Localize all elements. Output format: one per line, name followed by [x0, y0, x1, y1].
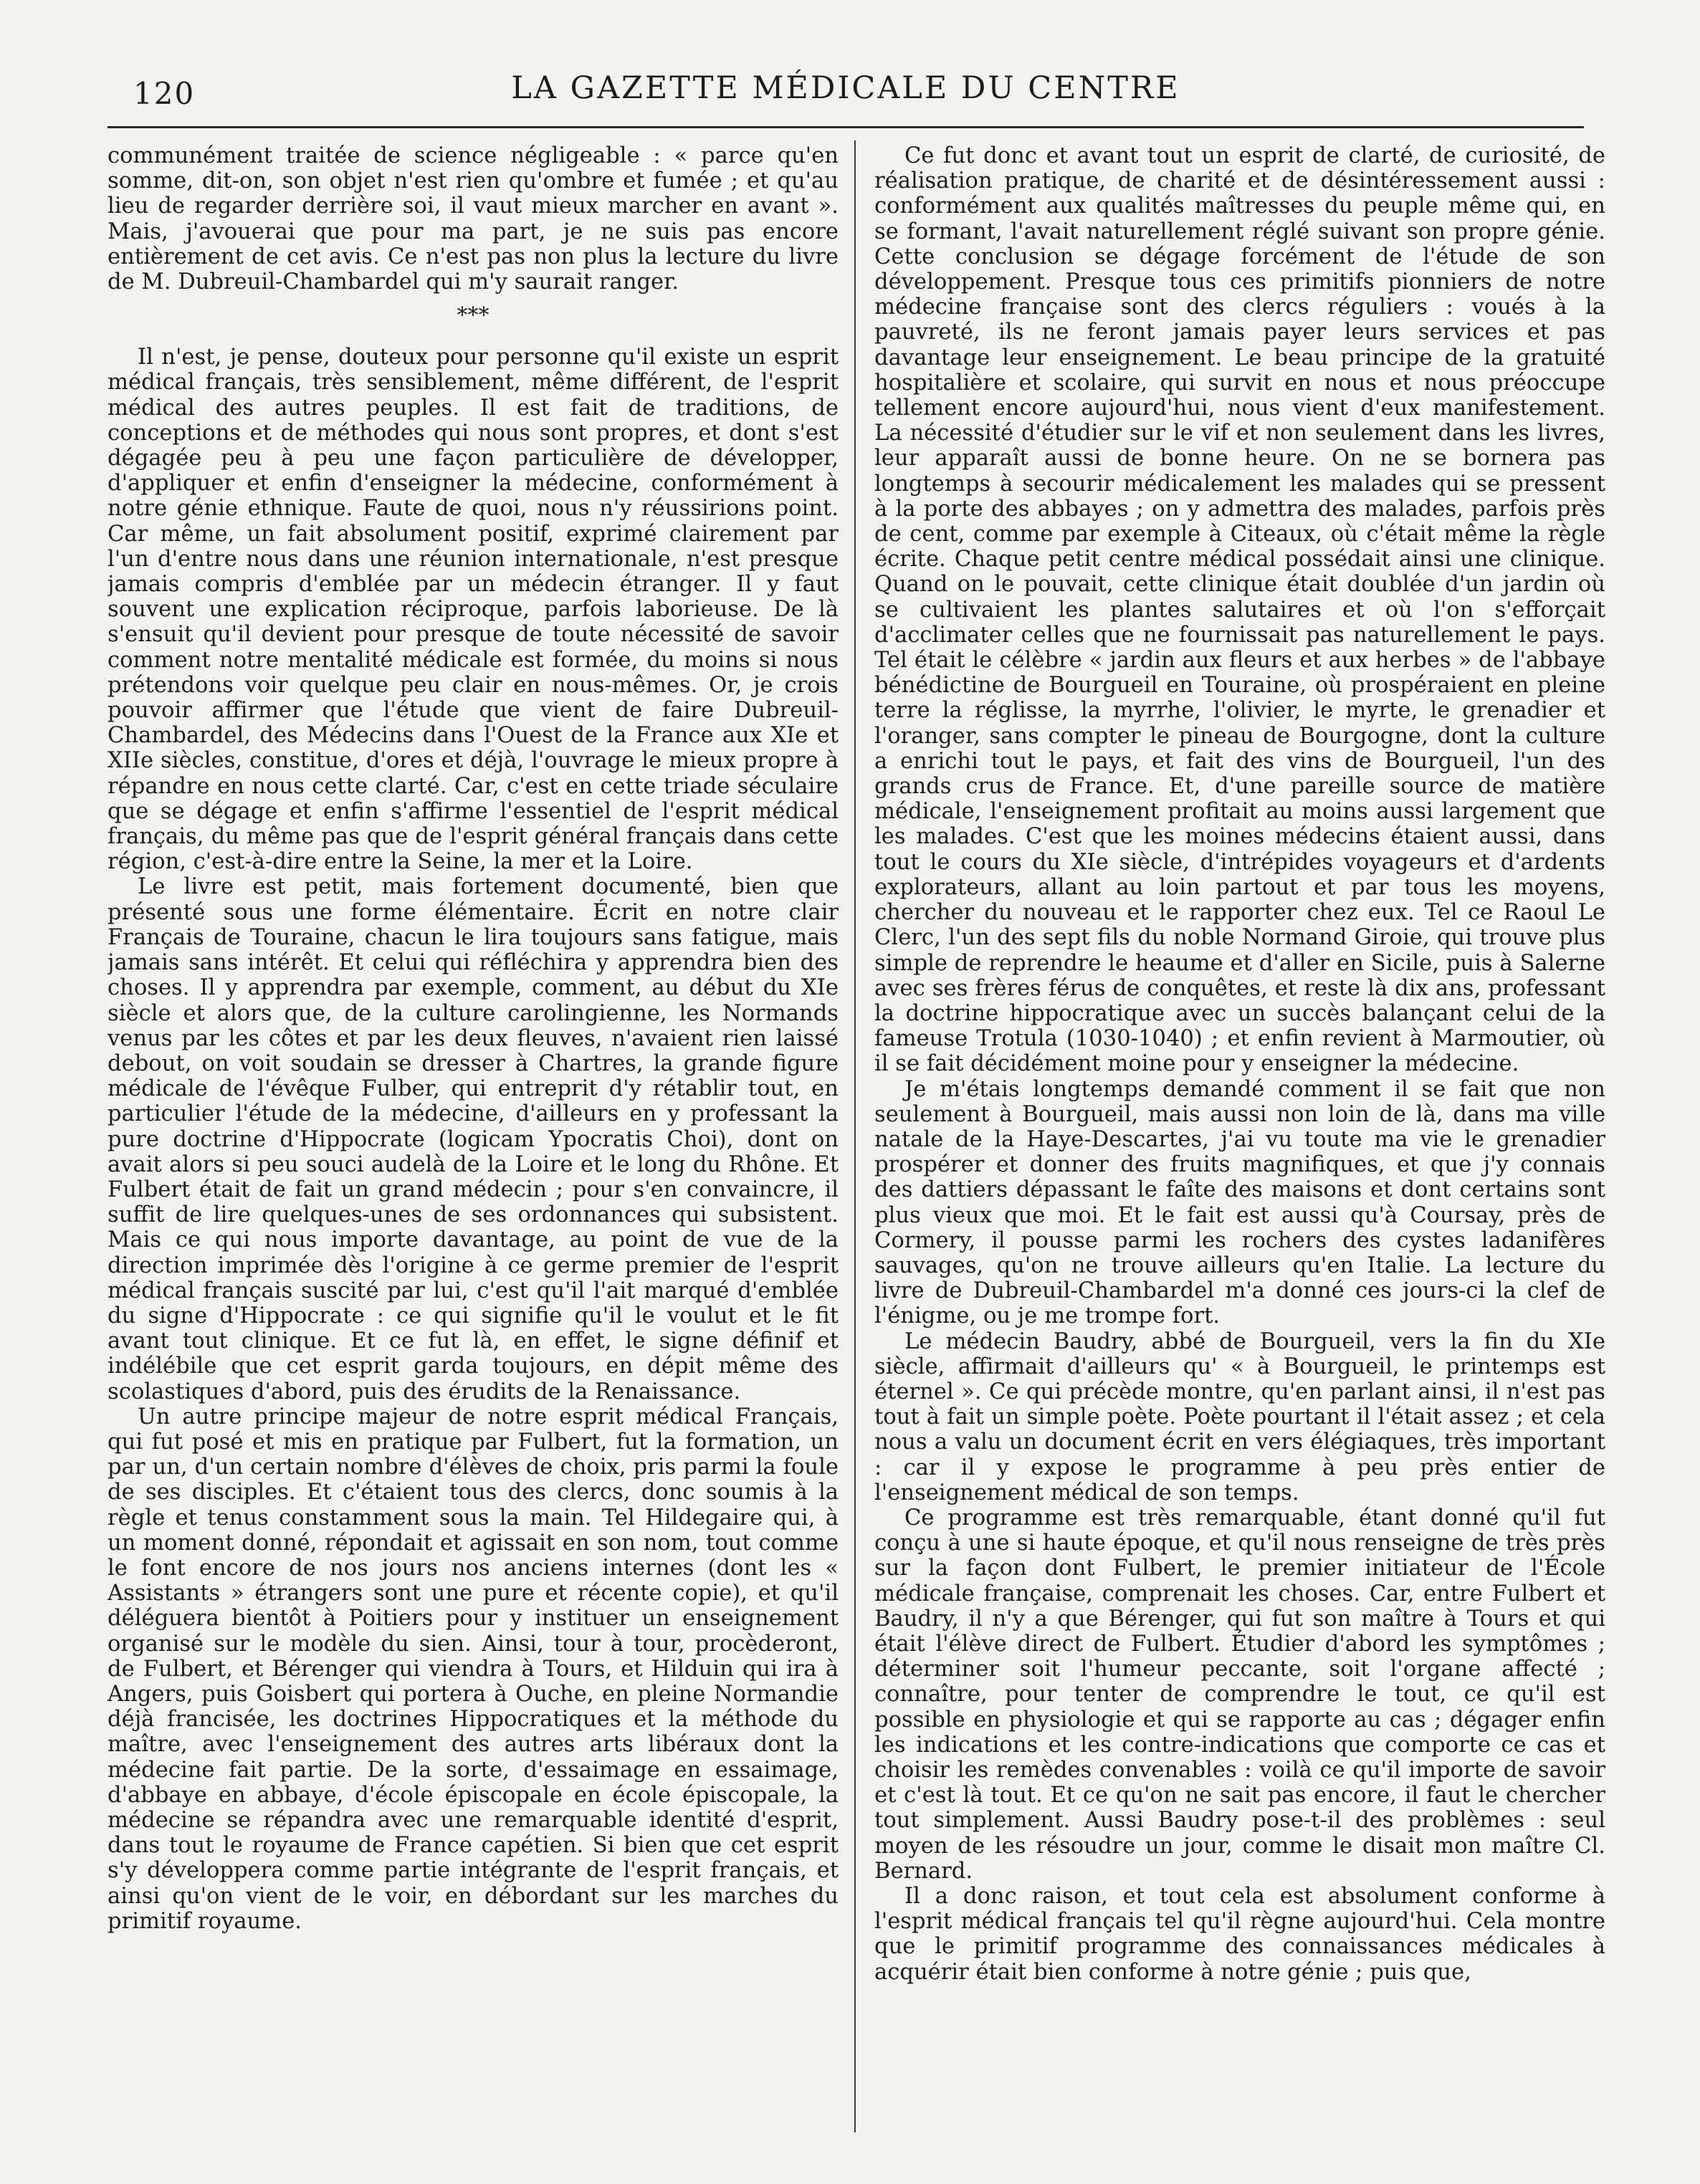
right-paragraph-3: Le médecin Baudry, abbé de Bourgueil, vers la fin du XIe siècle, affirmait d'ailleurs qu' « à Bourgueil, le printemps est éternel ». Ce qui précède montre, qu'en parlant ainsi, il n'est pas tout à fait un simple poète. Poète pourtant il l'était assez ; et cela nous a valu un document écrit en vers élégiaques, très important : car il y expose le programme à peu près entier de l'enseignement médical de son temps. — [874, 1328, 1605, 1505]
right-paragraph-1: Ce fut donc et avant tout un esprit de clarté, de curiosité, de réalisation pratique, de charité et de désintéressement aussi : conformément aux qualités maîtresses du peuple même qui, en se formant, l'avait naturellement réglé suivant son propre génie. Cette conclusion se dégage forcément de l'étude de son développement. Presque tous ces primitifs pionniers de notre médecine française sont des clercs réguliers : voués à la pauvreté, ils ne feront jamais payer leurs services et pas davantage leur enseignement. Le beau principe de la gratuité hospitalière et scolaire, qui survit en nous et nous préoccupe tellement encore aujourd'hui, nous vient d'eux manifestement. La nécessité d'étudier sur le vif et non seulement dans les livres, leur apparaît aussi de bonne heure. On ne se bornera pas longtemps à secourir médicalement les malades qui se pressent à la porte des abbayes ; on y admettra des malades, parfois près de cent, comme par exemple à Citeaux, où c'était même la règle écrite. Chaque petit centre médical possédait ainsi une clinique. Quand on le pouvait, cette clinique était doublée d'un jardin où se cultivaient les plantes salutaires et où l'on s'efforçait d'acclimater celles que ne fournissait pas naturellement le pays. Tel était le célèbre « jardin aux fleurs et aux herbes » de l'abbaye bénédictine de Bourgueil en Touraine, où prospéraient en pleine terre la réglisse, la myrrhe, l'olivier, le myrte, le grenadier et l'oranger, sans compter le pineau de Bourgogne, dont la culture a enrichi tout le pays, et fait des vins de Bourgueil, l'un des grands crus de France. Et, d'une pareille source de matière médicale, l'enseignement profitait au moins aussi largement que les malades. C'est que les moines médecins étaient aussi, dans tout le cours du XIe siècle, d'intrépides voyageurs et d'ardents explorateurs, allant au loin partout et par tous les moyens, chercher du nouveau et le rapporter chez eux. Tel ce Raoul Le Clerc, l'un des sept fils du noble Normand Giroie, qui trouve plus simple de reprendre le heaume et d'aller en Sicile, puis à Salerne avec ses frères férus de conquêtes, et reste là dix ans, professant la doctrine hippocratique avec un succès balançant celui de la fameuse Trotula (1030-1040) ; et enfin revient à Marmoutier, où il se fait décidément moine pour y enseigner la médecine. — [874, 143, 1605, 1077]
column-divider — [854, 140, 856, 2132]
right-paragraph-4: Ce programme est très remarquable, étant donné qu'il fut conçu à une si haute époque, et qu'il nous renseigne de très près sur la façon dont Fulbert, le premier initiateur de l'École médicale française, comprenait les choses. Car, entre Fulbert et Baudry, il n'y a que Bérenger, qui fut son maître à Tours et qui était l'élève direct de Fulbert. Étudier d'abord les symptômes ; déterminer soit l'humeur peccante, soit l'organe affecté ; connaître, pour tenter de comprendre le tout, ce qu'il est possible en physiologie et qui se rapporte au cas ; dégager enfin les indications et les contre-indications que comporte ce cas et choisir les remèdes convenables : voilà ce qu'il importe de savoir et c'est là tout. Et ce qu'on ne sait pas encore, il faut le chercher tout simplement. Aussi Baudry pose-t-il des problèmes : seul moyen de les résoudre un jour, comme le disait mon maître Cl. Bernard. — [874, 1505, 1605, 1884]
left-paragraph-1: communément traitée de science négligeable : « parce qu'en somme, dit-on, son objet n'est rien qu'ombre et fumée ; et qu'au lieu de regarder derrière soi, il vaut mieux marcher en avant ». Mais, j'avouerai que pour ma part, je ne suis pas encore entièrement de cet avis. Ce n'est pas non plus la lecture du livre de M. Dubreuil-Chambardel qui m'y saurait ranger. — [108, 143, 839, 295]
left-paragraph-3: Le livre est petit, mais fortement documenté, bien que présenté sous une forme élémentaire. Écrit en notre clair Français de Touraine, chacun le lira toujours sans fatigue, mais jamais sans intérêt. Et celui qui réfléchira y apprendra bien des choses. Il y apprendra par exemple, comment, au début du XIe siècle et alors que, de la culture carolingienne, les Normands venus par les côtes et par les deux fleuves, n'avaient rien laissé debout, on voit soudain se dresser à Chartres, la grande figure médicale de l'évêque Fulber, qui entreprit d'y rétablir tout, en particulier l'étude de la médecine, d'ailleurs en y professant la pure doctrine d'Hippocrate (logicam Ypocratis Choi), dont on avait alors si peu souci audelà de la Loire et le long du Rhône. Et Fulbert était de fait un grand médecin ; pour s'en convaincre, il suffit de lire quelques-unes de ses ordonnances qui subsistent. Mais ce qui nous importe davantage, au point de vue de la direction imprimée dès l'origine à ce germe premier de l'esprit médical français suscité par lui, c'est qu'il l'ait marqué d'emblée du signe d'Hippocrate : ce qui signifie qu'il le voulut et le fit avant tout clinique. Et ce fut là, en effet, le signe définif et indélébile que cet esprit garda toujours, en dépit même des scolastiques d'abord, puis des érudits de la Renaissance. — [108, 874, 839, 1404]
right-paragraph-5: Il a donc raison, et tout cela est absolument conforme à l'esprit médical français tel qu'il règne aujourd'hui. Cela montre que le primitif programme des connaissances médicales à acquérir était bien conforme à notre génie ; puis que, — [874, 1884, 1605, 1985]
journal-title: LA GAZETTE MÉDICALE DU CENTRE — [511, 70, 1180, 106]
left-column — [108, 143, 839, 2135]
section-separator: ⁎⁎⁎ — [457, 296, 490, 322]
page-header — [108, 66, 1584, 123]
right-paragraph-2: Je m'étais longtemps demandé comment il se fait que non seulement à Bourgueil, mais aussi non loin de là, dans ma ville natale de la Haye-Descartes, j'ai vu toute ma vie le grenadier prospérer et donner des fruits magnifiques, et que j'y connais des dattiers dépassant le faîte des maisons et dont certains sont plus vieux que moi. Et le fait est aussi qu'à Coursay, près de Cormery, il pousse parmi les rochers des cystes ladanifères sauvages, qu'on ne trouve ailleurs qu'en Italie. La lecture du livre de Dubreuil-Chambardel m'a donné ces jours-ci la clef de l'énigme, ou je me trompe fort. — [874, 1076, 1605, 1329]
page-number: 120 — [133, 76, 196, 111]
left-paragraph-4: Un autre principe majeur de notre esprit médical Français, qui fut posé et mis en pratique par Fulbert, fut la formation, un par un, d'un certain nombre d'élèves de choix, pris parmi la foule de ses disciples. Et c'étaient tous des clercs, donc soumis à la règle et tenus constamment sous la main. Tel Hildegaire qui, à un moment donné, répondait et agissait en son nom, tout comme le font encore de nos jours nos anciens internes (dont les « Assistants » étrangers sont une pure et récente copie), et qu'il déléguera bientôt à Poitiers pour y instituer un enseignement organisé sur le modèle du sien. Ainsi, tour à tour, procèderont, de Fulbert, et Bérenger qui viendra à Tours, et Hilduin qui ira à Angers, puis Goisbert qui portera à Ouche, en pleine Normandie déjà francisée, les doctrines Hippocratiques et la méthode du maître, avec l'enseignement des autres arts libéraux dont la médecine fait partie. De la sorte, d'essaimage en essaimage, d'abbaye en abbaye, d'école épiscopale en école épiscopale, la médecine se répandra avec une remarquable identité d'esprit, dans tout le royaume de France capétien. Si bien que cet esprit s'y développera comme partie intégrante de l'esprit français, et ainsi qu'on vient de le voir, en débordant sur les marches du primitif royaume. — [108, 1404, 839, 1934]
right-column — [874, 143, 1605, 2135]
header-rule — [108, 126, 1584, 128]
left-paragraph-2: Il n'est, je pense, douteux pour personne qu'il existe un esprit médical français, très sensiblement, même différent, de l'esprit médical des autres peuples. Il est fait de traditions, de conceptions et de méthodes qui nous sont propres, et dont s'est dégagée peu à peu une façon particulière de développer, d'appliquer et enfin d'enseigner la médecine, conformément à notre génie ethnique. Faute de quoi, nous n'y réussirions point. Car même, un fait absolument positif, exprimé clairement par l'un d'entre nous dans une réunion internationale, n'est presque jamais compris d'emblée par un médecin étranger. Il y faut souvent une explication réciproque, parfois laborieuse. De là s'ensuit qu'il devient pour presque de toute nécessité de savoir comment notre mentalité médicale est formée, du moins si nous prétendons voir quelque peu clair en nous-mêmes. Or, je crois pouvoir affirmer que l'étude que vient de faire Dubreuil-Chambardel, des Médecins dans l'Ouest de la France aux XIe et XIIe siècles, constitue, d'ores et déjà, l'ouvrage le mieux propre à répandre en nous cette clarté. Car, c'est en cette triade séculaire que se dégage et enfin s'affirme l'essentiel de l'esprit médical français, du même pas que de l'esprit général français dans cette région, c'est-à-dire entre la Seine, la mer et la Loire. — [108, 345, 839, 875]
